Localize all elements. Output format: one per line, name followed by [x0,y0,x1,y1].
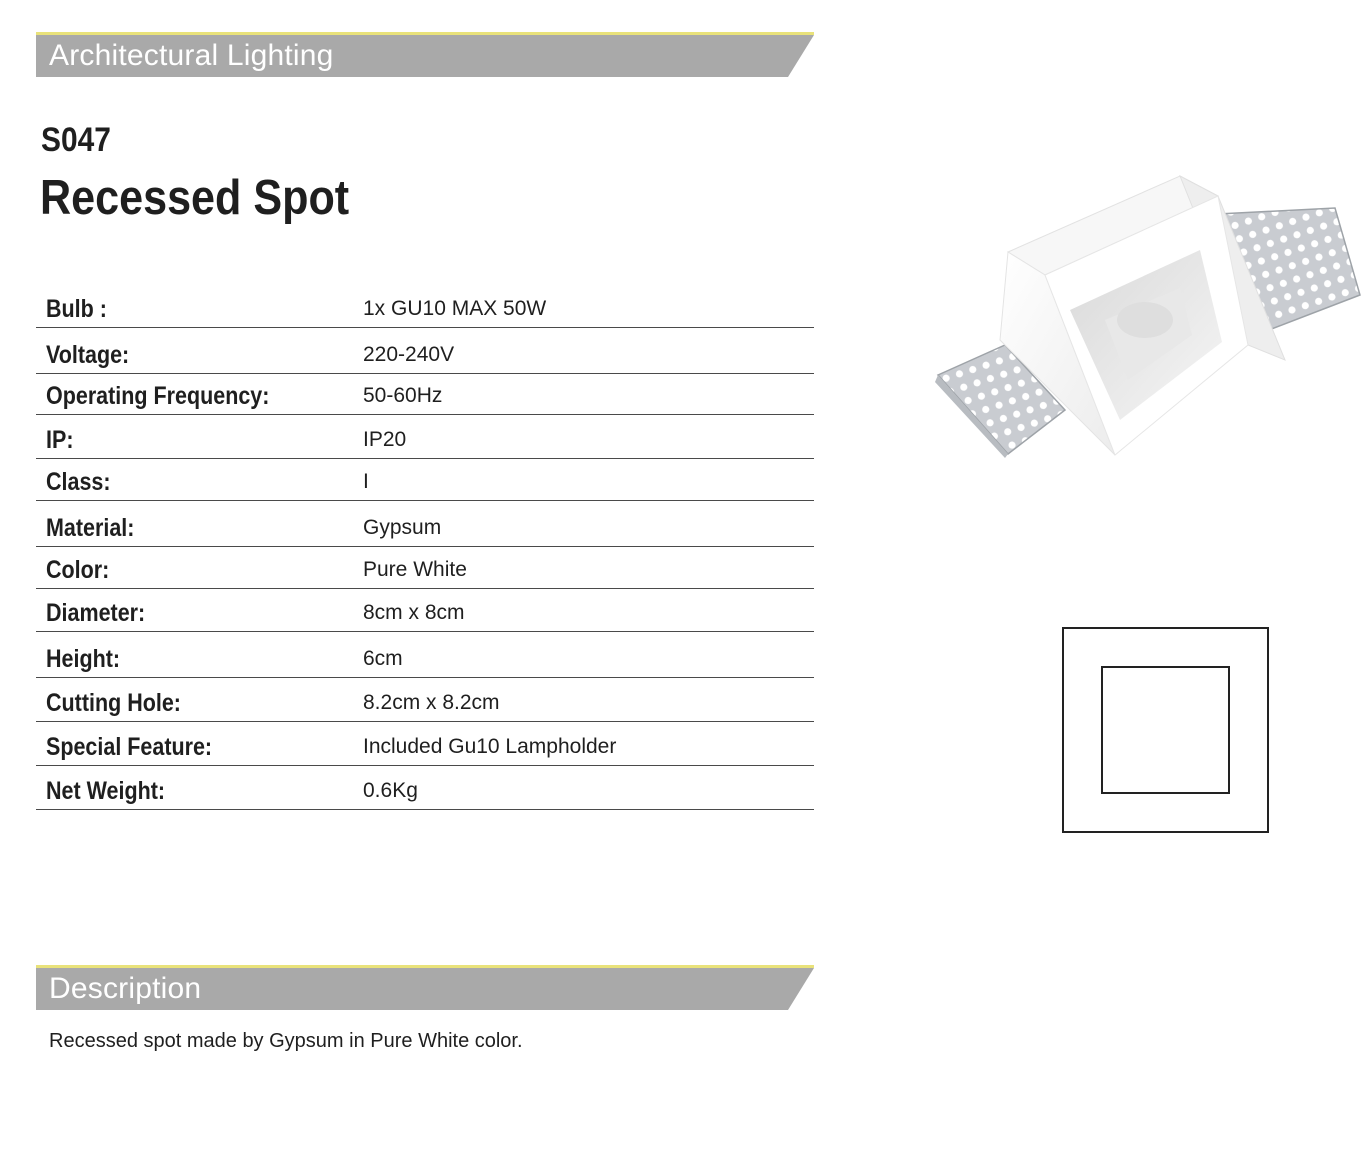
spec-row-voltage [36,328,814,374]
spec-label: Color: [46,556,110,584]
spec-row-cutting-hole [36,678,814,722]
description-text: Recessed spot made by Gypsum in Pure White color. [49,1030,523,1052]
spec-row-diameter [36,589,814,632]
spec-label: Cutting Hole: [46,689,181,717]
dimension-drawing [1062,627,1270,834]
spec-label: Special Feature: [46,733,213,761]
spec-row-height [36,632,814,678]
spec-label: Height: [46,645,121,673]
category-banner [36,32,814,77]
spec-row-class [36,459,814,501]
spec-value: 220-240V [363,343,455,366]
spec-label: Voltage: [46,341,130,369]
spec-value: I [363,470,369,493]
product-photo [930,170,1361,460]
spec-label: Class: [46,468,111,496]
spec-label: IP: [46,426,74,454]
category-title: Architectural Lighting [49,39,334,72]
spec-label: Operating Frequency: [46,382,270,410]
spec-value: Pure White [363,558,467,581]
spec-table [36,284,814,810]
description-heading: Description [49,972,202,1005]
inner-opening-outline [1102,667,1229,793]
spec-value: 0.6Kg [363,779,418,802]
outer-frame-outline [1063,628,1268,832]
spec-row-material [36,501,814,547]
product-code: S047 [41,121,111,159]
spec-value: IP20 [363,428,407,451]
spec-value: 8cm x 8cm [363,601,465,624]
spec-label: Net Weight: [46,777,166,805]
spec-row-special-feature [36,722,814,766]
spec-label: Bulb : [46,295,107,323]
spec-row-ip [36,415,814,459]
spec-value: Included Gu10 Lampholder [363,735,617,758]
spec-row-bulb [36,284,814,328]
spec-row-net-weight [36,766,814,810]
spec-value: 6cm [363,647,403,670]
spec-label: Material: [46,514,135,542]
spec-value: Gypsum [363,516,442,539]
spec-value: 50-60Hz [363,384,443,407]
description-banner [36,965,814,1010]
product-title: Recessed Spot [40,171,350,225]
spec-label: Diameter: [46,599,146,627]
spec-value: 8.2cm x 8.2cm [363,691,500,714]
spec-row-frequency [36,374,814,415]
spec-value: 1x GU10 MAX 50W [363,297,547,320]
spec-row-color [36,547,814,589]
